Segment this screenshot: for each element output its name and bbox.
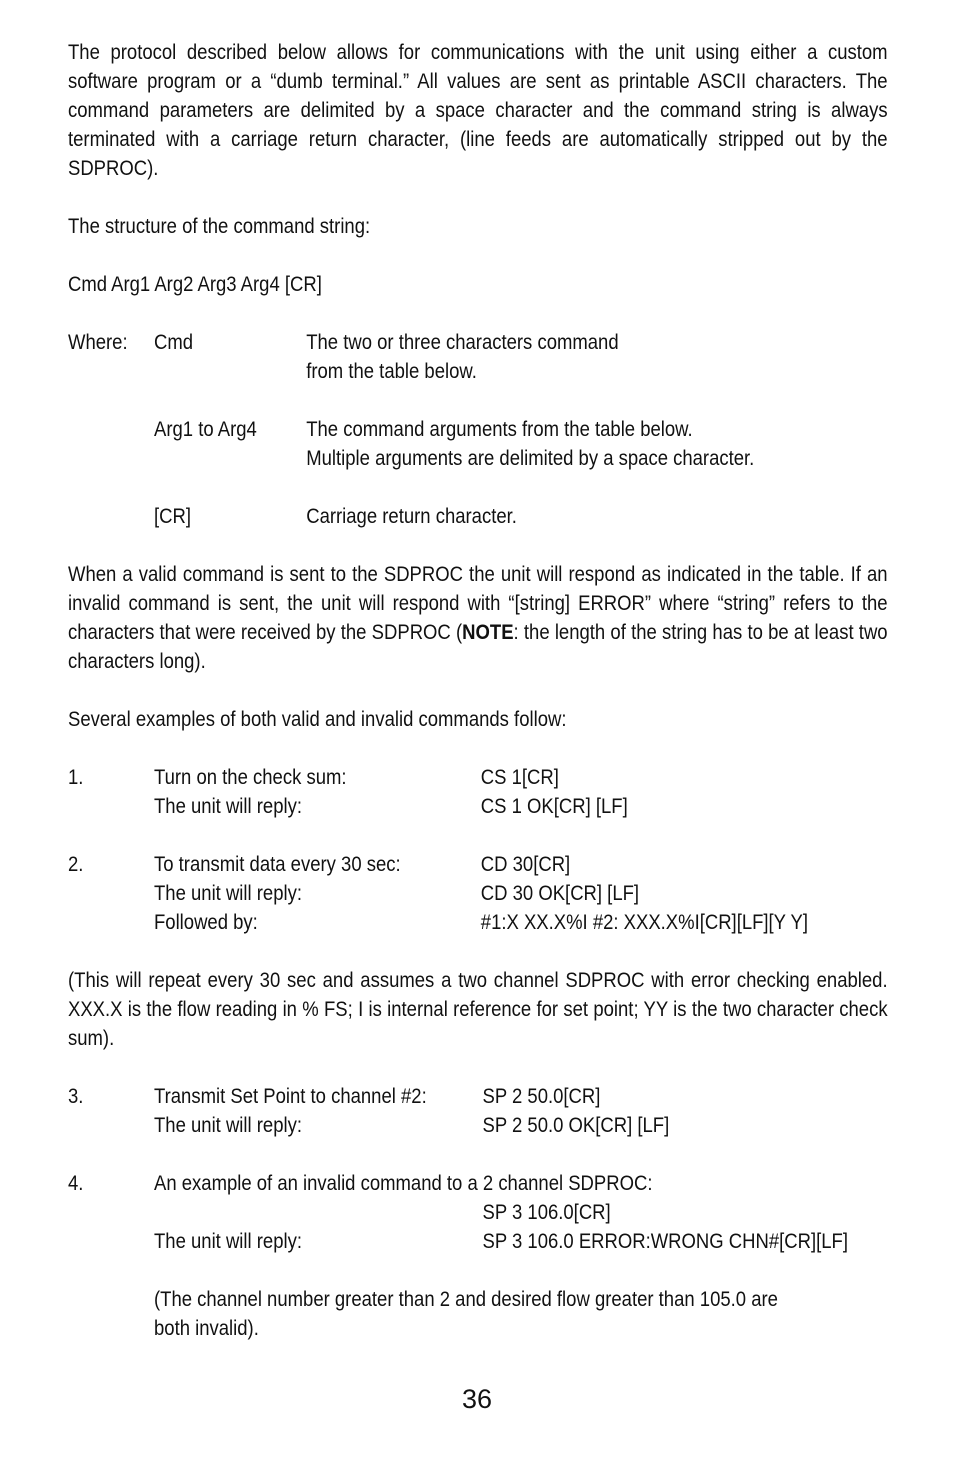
example-label: Followed by: — [154, 910, 258, 934]
example-label: Turn on the check sum: — [154, 765, 347, 789]
example-label: The unit will reply: — [154, 881, 302, 905]
example-4-note-line1: (The channel number greater than 2 and desired flow greater than 105.0 are — [154, 1287, 778, 1311]
definition-cmd-line2: from the table below. — [306, 359, 477, 383]
example-label: To transmit data every 30 sec: — [154, 852, 401, 876]
structure-heading: The structure of the command string: — [68, 214, 371, 238]
where-definitions — [68, 328, 888, 531]
example-label: The unit will reply: — [154, 1229, 302, 1253]
example-command: SP 2 50.0[CR] — [482, 1084, 601, 1108]
definition-args-line1: The command arguments from the table below. — [306, 417, 693, 441]
example-command: CS 1[CR] — [480, 765, 559, 789]
example-1 — [68, 763, 888, 821]
definition-term-cmd: Cmd — [154, 330, 194, 354]
document-page — [68, 38, 888, 1343]
example-label: The unit will reply: — [154, 794, 302, 818]
page-number: 36 — [461, 1384, 493, 1414]
example-number: 4. — [68, 1171, 84, 1195]
valid-text-after-note: : the length of the string has to be at least two characters long). — [68, 620, 888, 673]
example-reply: CD 30 OK[CR] [LF] — [480, 881, 640, 905]
example-4-note-line2: both invalid). — [154, 1316, 259, 1340]
example-label: The unit will reply: — [154, 1113, 302, 1137]
definition-cr-line1: Carriage return character. — [306, 504, 517, 528]
text-body — [68, 38, 888, 1343]
definition-term-args: Arg1 to Arg4 — [154, 417, 257, 441]
example-number: 1. — [68, 765, 84, 789]
definition-args-line2: Multiple arguments are delimited by a space character. — [306, 446, 755, 470]
example-number: 3. — [68, 1084, 84, 1108]
valid-command-paragraph — [68, 560, 888, 676]
example-command: SP 3 106.0[CR] — [482, 1200, 611, 1224]
example-reply: SP 2 50.0 OK[CR] [LF] — [482, 1113, 670, 1137]
example-followup: #1:X XX.X%I #2: XXX.X%I[CR][LF][Y Y] — [480, 910, 808, 934]
definition-term-cr: [CR] — [154, 504, 191, 528]
example-label: Transmit Set Point to channel #2: — [154, 1084, 427, 1108]
example-intro: An example of an invalid command to a 2 channel SDPROC: — [154, 1171, 653, 1195]
example-number: 2. — [68, 852, 84, 876]
example-reply: CS 1 OK[CR] [LF] — [480, 794, 628, 818]
where-label: Where: — [68, 330, 128, 354]
intro-paragraph: The protocol described below allows for communications with the unit using either a custom software program or a “dumb terminal.” All values are sent as printable ASCII characters. The command parameters are delimited by a space character and the command string is always terminated with a carriage return character, (line feeds are automatically stripped out by the SDPROC). — [68, 40, 888, 180]
example-2 — [68, 850, 888, 937]
examples-intro: Several examples of both valid and invalid commands follow: — [68, 707, 567, 731]
example-3 — [68, 1082, 888, 1140]
definition-cmd-line1: The two or three characters command — [306, 330, 619, 354]
example-reply: SP 3 106.0 ERROR:WRONG CHN#[CR][LF] — [482, 1229, 848, 1253]
valid-text-before-note: When a valid command is sent to the SDPROC the unit will respond as indicated in the table. If an invalid command is sent, the unit will respond with “[string] ERROR” where “string” refers to the characters that were received by the SDPROC ( — [68, 562, 888, 644]
example-command: CD 30[CR] — [480, 852, 571, 876]
example-4 — [68, 1169, 888, 1343]
example-2-note: (This will repeat every 30 sec and assumes a two channel SDPROC with error checking enabled. XXX.X is the flow reading in % FS; I is internal reference for set point; YY is the two character check sum). — [68, 968, 888, 1050]
command-format: Cmd Arg1 Arg2 Arg3 Arg4 [CR] — [68, 272, 322, 296]
note-label: NOTE — [462, 620, 514, 644]
